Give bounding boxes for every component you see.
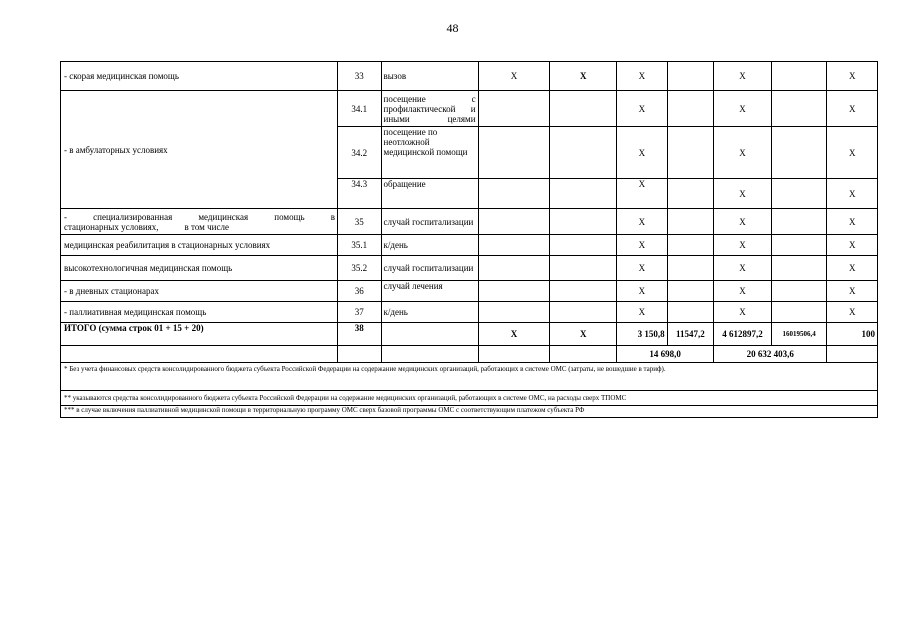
- cell-empty: [771, 62, 827, 91]
- row-unit: к/день: [381, 302, 478, 323]
- row-name: - в амбулаторных условиях: [61, 91, 338, 209]
- row-number: 34.3: [338, 179, 381, 209]
- total-value: 4 612897,2: [714, 323, 772, 346]
- footnote-1: * Без учета финансовых средств консолидированного бюджета субъекта Российской Федерации на содержание медицинских организаций, работающих в системе ОМС (затраты, не вошедшие в тариф).: [61, 363, 878, 391]
- cell-x: X: [827, 256, 878, 281]
- cell-x: X: [714, 209, 772, 235]
- cell-x: X: [617, 62, 668, 91]
- row-number: 34.2: [338, 127, 381, 179]
- page-number: 48: [446, 21, 459, 35]
- row-name: медицинская реабилитация в стационарных условиях: [61, 235, 338, 256]
- cell-x: X: [478, 323, 550, 346]
- table-row: [61, 62, 878, 91]
- cell-empty: [61, 346, 338, 363]
- financing-table: [60, 61, 878, 418]
- table-row: [61, 235, 878, 256]
- cell-empty: [667, 62, 714, 91]
- cell-empty: [771, 91, 827, 127]
- cell-empty: [478, 235, 550, 256]
- row-number: 37: [338, 302, 381, 323]
- cell-empty: [478, 127, 550, 179]
- cell-x: X: [714, 256, 772, 281]
- cell-x: X: [827, 127, 878, 179]
- total-value: 3 150,8: [617, 323, 668, 346]
- cell-empty: [550, 179, 617, 209]
- row-unit: случай лечения: [381, 281, 478, 302]
- footnote-row: [61, 406, 878, 418]
- cell-empty: [667, 256, 714, 281]
- row-number: 34.1: [338, 91, 381, 127]
- cell-x: X: [617, 209, 668, 235]
- cell-x: X: [714, 235, 772, 256]
- cell-empty: [478, 179, 550, 209]
- row-unit: вызов: [381, 62, 478, 91]
- total-value: 100: [827, 323, 878, 346]
- cell-x: X: [714, 127, 772, 179]
- cell-empty: [667, 302, 714, 323]
- row-name-line: [64, 222, 335, 232]
- row-unit: случай госпитализации: [381, 209, 478, 235]
- cell-x: X: [550, 62, 617, 91]
- cell-x: X: [827, 179, 878, 209]
- cell-empty: [550, 91, 617, 127]
- footnote-row: [61, 391, 878, 406]
- cell-empty: [478, 302, 550, 323]
- row-number: 35: [338, 209, 381, 235]
- row-name-line: - специализированная медицинская помощь в: [64, 211, 336, 222]
- sum-value: 14 698,0: [617, 346, 714, 363]
- row-unit: к/день: [381, 235, 478, 256]
- footnote-2: ** указываются средства консолидированного бюджета субъекта Российской Федерации на содержание медицинских организаций, работающих в системе ОМС, на расходы сверх ТПОМС: [61, 391, 878, 406]
- row-unit: посещение по неотложной медицинской помощи: [381, 127, 478, 179]
- footnote-3: *** в случае включения паллиативной медицинской помощи в территориальную программу ОМС сверх базовой программы ОМС с соответствующим платежом субъекта РФ: [61, 406, 878, 418]
- cell-empty: [381, 346, 478, 363]
- row-name: - паллиативная медицинская помощь: [61, 302, 338, 323]
- cell-empty: [667, 179, 714, 209]
- cell-x: X: [714, 302, 772, 323]
- row-name-part: в том числе: [184, 221, 229, 232]
- cell-empty: [478, 281, 550, 302]
- cell-x: X: [617, 91, 668, 127]
- row-unit: посещение с профилактической и иными целями: [381, 91, 478, 127]
- cell-x: X: [714, 91, 772, 127]
- cell-x: X: [827, 91, 878, 127]
- row-number: 35.2: [338, 256, 381, 281]
- row-name: высокотехнологичная медицинская помощь: [61, 256, 338, 281]
- row-name-part: стационарных условиях,: [64, 221, 159, 232]
- total-label: ИТОГО (сумма строк 01 + 15 + 20): [61, 323, 338, 346]
- cell-empty: [478, 256, 550, 281]
- table-row: [61, 91, 878, 127]
- row-number: 38: [338, 323, 381, 346]
- cell-x: X: [617, 256, 668, 281]
- cell-empty: [667, 91, 714, 127]
- cell-empty: [827, 346, 878, 363]
- cell-x: X: [617, 281, 668, 302]
- sum-value: 20 632 403,6: [714, 346, 827, 363]
- cell-empty: [771, 302, 827, 323]
- cell-x: X: [827, 281, 878, 302]
- total-value: 16019506,4: [771, 323, 827, 346]
- cell-x: X: [714, 281, 772, 302]
- table-row: [61, 209, 878, 235]
- cell-empty: [478, 346, 550, 363]
- cell-empty: [667, 235, 714, 256]
- cell-empty: [550, 281, 617, 302]
- cell-x: X: [617, 302, 668, 323]
- cell-empty: [771, 209, 827, 235]
- row-unit: обращение: [381, 179, 478, 209]
- cell-empty: [771, 127, 827, 179]
- cell-x: X: [478, 62, 550, 91]
- row-name: [61, 209, 338, 235]
- cell-empty: [550, 209, 617, 235]
- cell-empty: [771, 256, 827, 281]
- cell-empty: [550, 235, 617, 256]
- cell-x: X: [714, 62, 772, 91]
- row-number: 36: [338, 281, 381, 302]
- cell-x: X: [714, 179, 772, 209]
- cell-empty: [667, 281, 714, 302]
- cell-x: X: [617, 235, 668, 256]
- table-row-total: [61, 323, 878, 346]
- cell-empty: [550, 127, 617, 179]
- table-row: [61, 281, 878, 302]
- row-number: 35.1: [338, 235, 381, 256]
- cell-x: X: [827, 302, 878, 323]
- total-value: 11547,2: [667, 323, 714, 346]
- row-number: 33: [338, 62, 381, 91]
- cell-empty: [550, 302, 617, 323]
- footnote-row: [61, 363, 878, 391]
- cell-empty: [550, 256, 617, 281]
- cell-x: X: [617, 127, 668, 179]
- cell-empty: [338, 346, 381, 363]
- cell-empty: [667, 209, 714, 235]
- cell-x: X: [550, 323, 617, 346]
- cell-empty: [478, 91, 550, 127]
- cell-x: X: [617, 179, 668, 209]
- cell-empty: [771, 235, 827, 256]
- row-name: - скорая медицинская помощь: [61, 62, 338, 91]
- cell-x: X: [827, 235, 878, 256]
- table-row-sum: [61, 346, 878, 363]
- cell-empty: [771, 281, 827, 302]
- cell-x: X: [827, 62, 878, 91]
- cell-empty: [550, 346, 617, 363]
- table-row: [61, 302, 878, 323]
- cell-empty: [478, 209, 550, 235]
- row-name: - в дневных стационарах: [61, 281, 338, 302]
- row-unit: случай госпитализации: [381, 256, 478, 281]
- cell-empty: [381, 323, 478, 346]
- cell-empty: [667, 127, 714, 179]
- cell-empty: [771, 179, 827, 209]
- cell-x: X: [827, 209, 878, 235]
- table-row: [61, 256, 878, 281]
